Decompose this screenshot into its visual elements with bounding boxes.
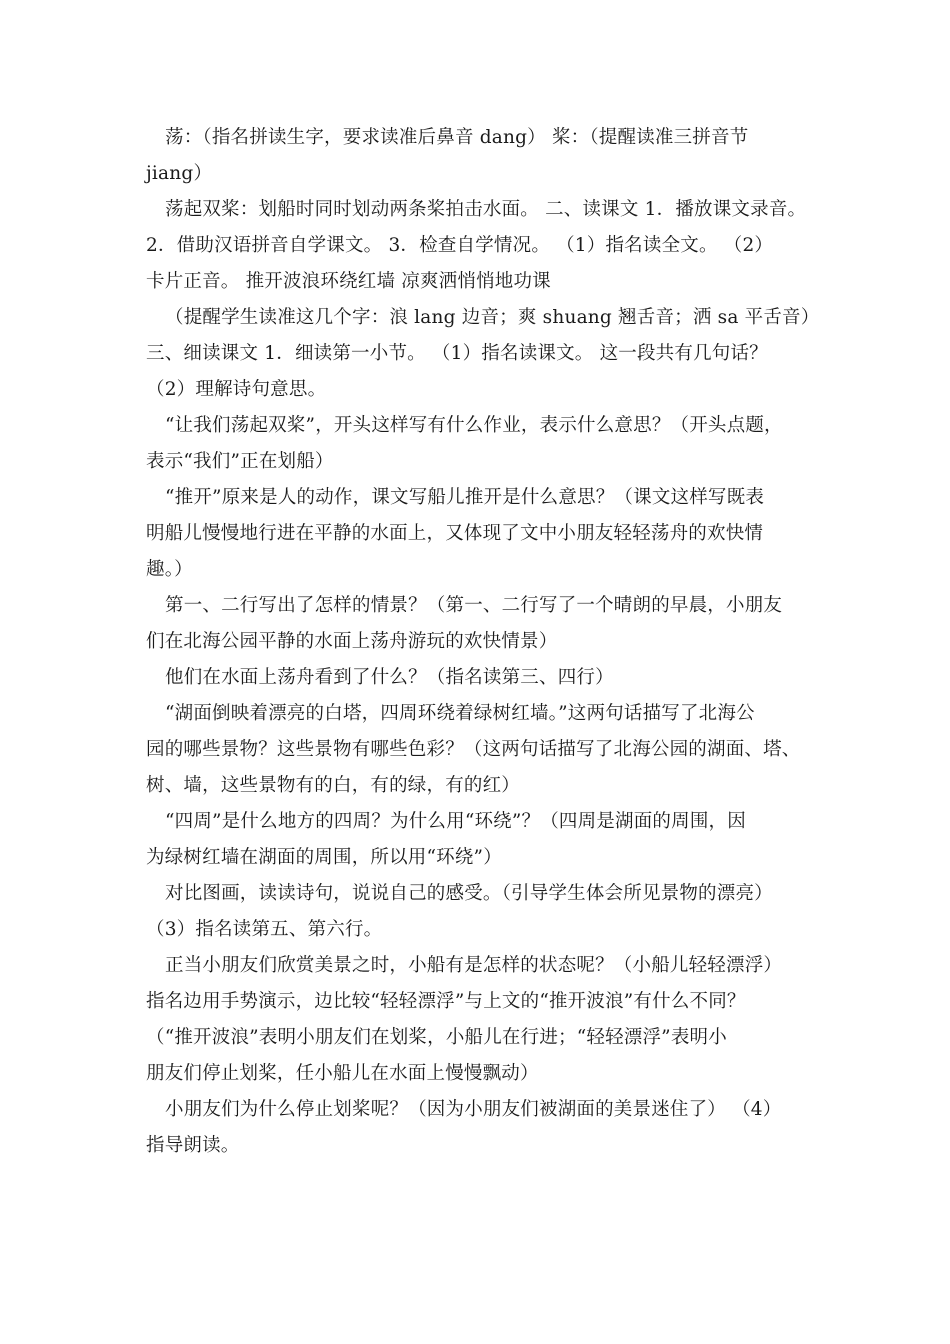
text-line: jiang） [146,163,213,184]
text-line: 2．借助汉语拼音自学课文。 3．检查自学情况。 （1）指名读全文。 （2） [146,235,774,256]
text-line: “湖面倒映着漂亮的白塔，四周环绕着绿树红墙。”这两句话描写了北海公 [165,703,755,724]
text-line: 表示“我们”正在划船） [146,451,334,472]
text-line: 荡：（指名拼读生字，要求读准后鼻音 dang） 桨：（提醒读准三拼音节 [165,127,749,148]
text-line: 他们在水面上荡舟看到了什么？（指名读第三、四行） [165,667,614,688]
text-line: 朋友们停止划桨，任小船儿在水面上慢慢飘动） [146,1063,539,1084]
text-line: 正当小朋友们欣赏美景之时，小船有是怎样的状态呢？（小船儿轻轻漂浮） [165,955,783,976]
text-line: “四周”是什么地方的四周？为什么用“环绕”？（四周是湖面的周围，因 [165,811,746,832]
text-line: （提醒学生读准这几个字：浪 lang 边音；爽 shuang 翘舌音；洒 sa 平舌音） [165,307,820,328]
text-line: 为绿树红墙在湖面的周围，所以用“环绕”） [146,847,502,868]
text-line: 趣。） [146,559,193,580]
text-line: 园的哪些景物？这些景物有哪些色彩？（这两句话描写了北海公园的湖面、塔、 [146,739,801,760]
text-line: 三、细读课文 1．细读第一小节。 （1）指名读课文。 这一段共有几句话？ [146,343,768,364]
text-line: 荡起双桨：划船时同时划动两条桨拍击水面。 二、读课文 1．播放课文录音。 [165,199,807,220]
text-line: 树、墙，这些景物有的白，有的绿，有的红） [146,775,521,796]
text-line: 指名边用手势演示，边比较“轻轻漂浮”与上文的“推开波浪”有什么不同？ [146,991,746,1012]
text-line: 指导朗读。 [146,1135,240,1156]
text-line: （“推开波浪”表明小朋友们在划桨，小船儿在行进；“轻轻漂浮”表明小 [146,1027,727,1048]
text-line: “推开”原来是人的动作，课文写船儿推开是什么意思？（课文这样写既表 [165,487,765,508]
text-line: （2）理解诗句意思。 [146,379,327,400]
text-line: 卡片正音。 推开波浪环绕红墙 凉爽洒悄悄地功课 [146,271,551,292]
text-line: 明船儿慢慢地行进在平静的水面上，又体现了文中小朋友轻轻荡舟的欢快情 [146,523,764,544]
text-line: 小朋友们为什么停止划桨呢？（因为小朋友们被湖面的美景迷住了） （4） [165,1099,782,1120]
text-line: 对比图画，读读诗句，说说自己的感受。（引导学生体会所见景物的漂亮） [165,883,773,904]
text-line: 们在北海公园平静的水面上荡舟游玩的欢快情景） [146,631,558,652]
text-line: “让我们荡起双桨”，开头这样写有什么作业，表示什么意思？（开头点题， [165,415,783,436]
text-line: （3）指名读第五、第六行。 [146,919,383,940]
text-line: 第一、二行写出了怎样的情景？（第一、二行写了一个晴朗的早晨，小朋友 [165,595,783,616]
